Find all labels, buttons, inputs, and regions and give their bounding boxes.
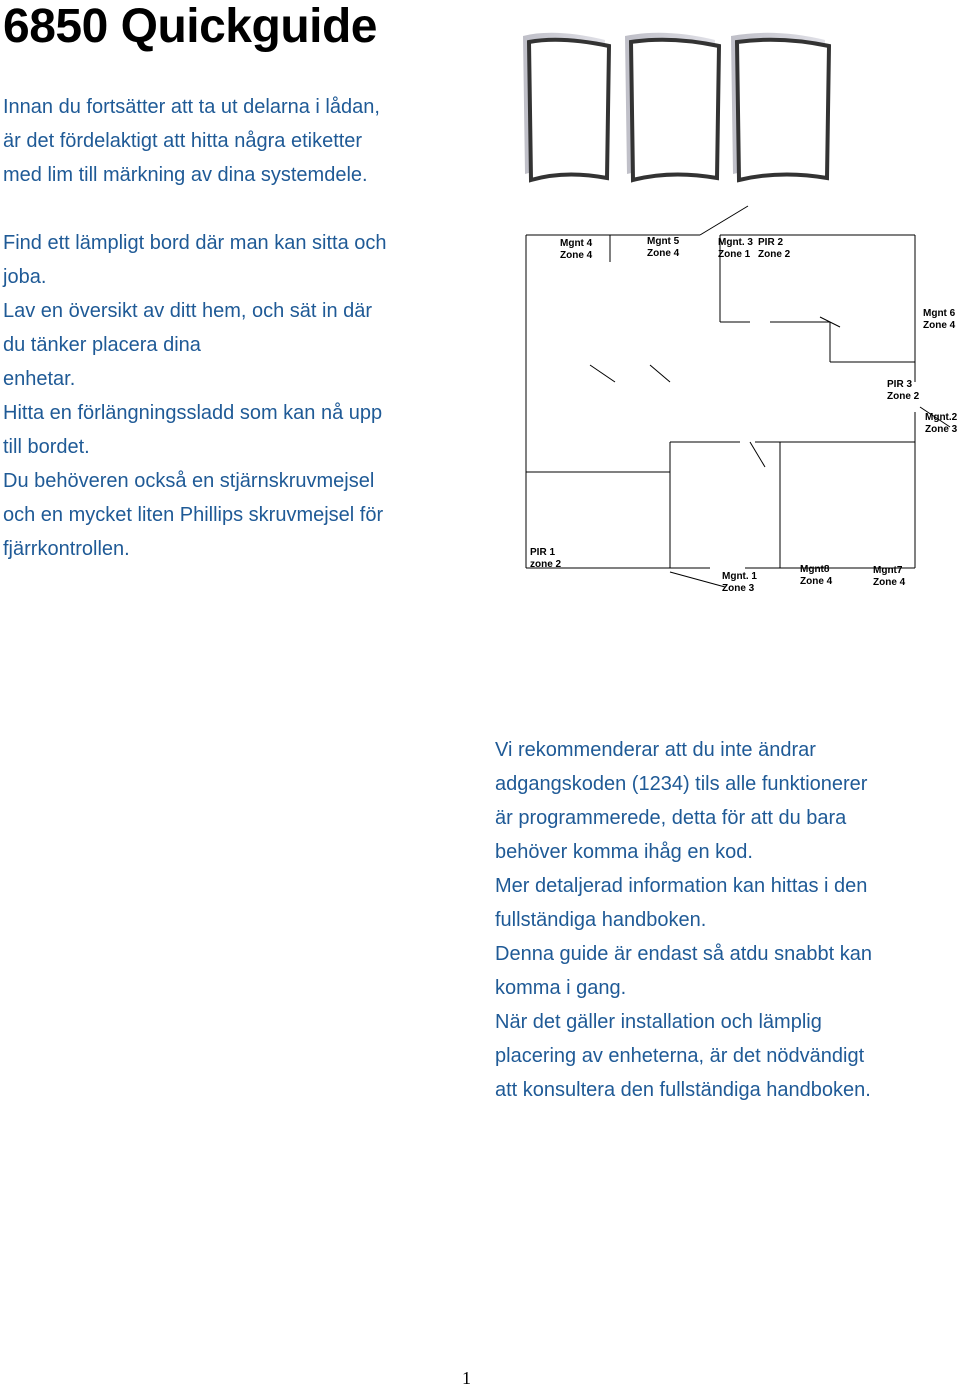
sensor-label-mgnt2 bbox=[925, 412, 958, 435]
svg-text:Mgnt 5: Mgnt 5 bbox=[647, 236, 680, 247]
recommendation-line: adgangskoden (1234) tils alle funktionerer bbox=[495, 773, 868, 795]
step-line: Lav en översikt av ditt hem, och sät in där bbox=[3, 300, 373, 322]
svg-text:Zone 4: Zone 4 bbox=[873, 577, 906, 588]
floor-plan-diagram bbox=[520, 202, 960, 602]
recommendation-line: komma i gang. bbox=[495, 977, 627, 999]
step-line: Hitta en förlängningssladd som kan nå upp bbox=[3, 402, 383, 424]
svg-text:Zone 1: Zone 1 bbox=[718, 249, 751, 260]
sensor-label-mgnt4 bbox=[560, 238, 593, 261]
recommendation-line: är programmerede, detta för att du bara bbox=[495, 807, 847, 829]
sensor-label-pir1 bbox=[530, 547, 562, 570]
svg-text:Mgnt 6: Mgnt 6 bbox=[923, 308, 956, 319]
svg-text:Zone 3: Zone 3 bbox=[722, 583, 755, 594]
page-sheet-1 bbox=[523, 33, 609, 180]
recommendation-line: att konsultera den fullständiga handboken. bbox=[495, 1079, 871, 1101]
step-line: Find ett lämpligt bord där man kan sitta och bbox=[3, 232, 387, 254]
svg-text:Mgnt. 3: Mgnt. 3 bbox=[718, 237, 753, 248]
sensor-label-pir3 bbox=[887, 379, 920, 402]
svg-text:Zone 4: Zone 4 bbox=[923, 320, 956, 331]
intro-line: med lim till märkning av dina systemdele. bbox=[3, 164, 368, 186]
svg-text:Zone 3: Zone 3 bbox=[925, 424, 958, 435]
step-line: enhetar. bbox=[3, 368, 76, 390]
svg-text:Mgnt8: Mgnt8 bbox=[800, 564, 830, 575]
recommendation-line: Denna guide är endast så atdu snabbt kan bbox=[495, 943, 872, 965]
sensor-label-mgnt5 bbox=[647, 236, 680, 259]
svg-text:Zone 4: Zone 4 bbox=[560, 250, 593, 261]
svg-text:Mgnt 4: Mgnt 4 bbox=[560, 238, 593, 249]
step-line: fjärrkontrollen. bbox=[3, 538, 130, 560]
svg-text:Zone 2: Zone 2 bbox=[887, 391, 920, 402]
step-line: du tänker placera dina bbox=[3, 334, 201, 356]
page-number: 1 bbox=[462, 1368, 471, 1388]
svg-text:PIR 1: PIR 1 bbox=[530, 547, 556, 558]
svg-text:PIR 3: PIR 3 bbox=[887, 379, 913, 390]
intro-line: är det fördelaktigt att hitta några etiketter bbox=[3, 130, 363, 152]
recommendation-line: fullständiga handboken. bbox=[495, 909, 707, 931]
recommendation-line: behöver komma ihåg en kod. bbox=[495, 841, 753, 863]
left-text-column bbox=[3, 90, 473, 566]
svg-text:Mgnt. 1: Mgnt. 1 bbox=[722, 571, 757, 582]
right-text-column bbox=[495, 733, 935, 1107]
step-line: och en mycket liten Phillips skruvmejsel för bbox=[3, 504, 384, 526]
recommendation-line: Vi rekommenderar att du inte ändrar bbox=[495, 739, 816, 761]
sensor-label-mgnt3 bbox=[718, 237, 753, 260]
svg-text:Mgnt.2: Mgnt.2 bbox=[925, 412, 958, 423]
sensor-label-pir2 bbox=[758, 237, 791, 260]
floor-plan-walls bbox=[526, 235, 915, 568]
recommendation-line: När det gäller installation och lämplig bbox=[495, 1011, 822, 1033]
svg-text:Zone 2: Zone 2 bbox=[758, 249, 791, 260]
page-sheet-2 bbox=[625, 33, 719, 180]
svg-text:PIR 2: PIR 2 bbox=[758, 237, 784, 248]
recommendation-line: placering av enheterna, är det nödvändigt bbox=[495, 1045, 865, 1067]
recommendation-line: Mer detaljerad information kan hittas i den bbox=[495, 875, 868, 897]
document-pages-illustration bbox=[515, 24, 855, 184]
sensor-label-mgnt6 bbox=[923, 308, 956, 331]
sensor-label-mgnt7 bbox=[873, 565, 906, 588]
step-line: joba. bbox=[3, 266, 47, 288]
svg-text:zone 2: zone 2 bbox=[530, 559, 562, 570]
svg-text:Zone 4: Zone 4 bbox=[800, 576, 833, 587]
intro-line: Innan du fortsätter att ta ut delarna i lådan, bbox=[3, 96, 380, 118]
step-line: Du behöveren också en stjärnskruvmejsel bbox=[3, 470, 375, 492]
svg-text:Mgnt7: Mgnt7 bbox=[873, 565, 903, 576]
sensor-label-mgnt8 bbox=[800, 564, 833, 587]
step-line: till bordet. bbox=[3, 436, 90, 458]
page-sheet-3 bbox=[731, 33, 829, 180]
sensor-label-mgnt1 bbox=[722, 571, 757, 594]
svg-text:Zone 4: Zone 4 bbox=[647, 248, 680, 259]
document-title: 6850 Quickguide bbox=[3, 0, 377, 53]
